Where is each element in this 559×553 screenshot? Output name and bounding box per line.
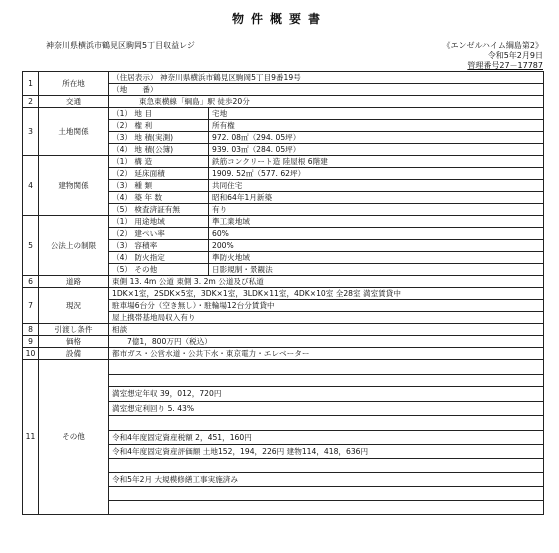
section-label-price: 価格 — [39, 336, 109, 348]
restriction-value: 準防火地域 — [209, 252, 544, 264]
building-key: （2） 延床面積 — [109, 168, 209, 180]
location-address: （住居表示） 神奈川県横浜市鶴見区駒岡5丁目9番19号 — [109, 72, 544, 84]
building-value: 1909. 52㎡（577. 62坪） — [209, 168, 544, 180]
section-label-status: 現況 — [39, 288, 109, 324]
section-label-building: 建物関係 — [39, 156, 109, 216]
building-key: （5） 検査済証有無 — [109, 204, 209, 216]
other-text — [109, 459, 544, 473]
row-building-1 — [23, 156, 544, 168]
restriction-key: （2） 建ぺい率 — [109, 228, 209, 240]
section-label-location: 所在地 — [39, 72, 109, 96]
property-name: 《エンゼルハイム綱島第2》 — [442, 41, 543, 50]
other-text — [109, 487, 544, 501]
other-text: 令和4年度固定資産評価額 土地152，194，226円 建物114，418，636円 — [109, 445, 544, 459]
other-text: 満室想定年収 39，012，720円 — [109, 387, 544, 402]
other-text — [109, 501, 544, 515]
section-label-access: 交通 — [39, 96, 109, 108]
building-value: 昭和64年1月新築 — [209, 192, 544, 204]
land-key: （1） 地 目 — [109, 108, 209, 120]
other-text — [109, 375, 544, 387]
handover-text: 相談 — [109, 324, 544, 336]
section-number: 4 — [23, 156, 39, 216]
section-label-restrictions: 公法上の制限 — [39, 216, 109, 276]
restriction-key: （5） その他 — [109, 264, 209, 276]
restriction-value: 60% — [209, 228, 544, 240]
section-number: 2 — [23, 96, 39, 108]
row-facilities — [23, 348, 544, 360]
building-key: （4） 築 年 数 — [109, 192, 209, 204]
status-text: 屋上携帯基地局収入有り — [109, 312, 544, 324]
management-number: 管理番号27－17787 — [467, 61, 543, 70]
section-label-facilities: 設備 — [39, 348, 109, 360]
land-key: （3） 地 積(実測) — [109, 132, 209, 144]
section-label-road: 道路 — [39, 276, 109, 288]
building-key: （1） 構 造 — [109, 156, 209, 168]
row-price — [23, 336, 544, 348]
address-title: 神奈川県横浜市鶴見区駒岡5丁目収益レジ — [46, 41, 195, 50]
land-value: 所有権 — [209, 120, 544, 132]
access-text: 東急東横線「綱島」駅 徒歩20分 — [109, 96, 544, 108]
building-value: 共同住宅 — [209, 180, 544, 192]
section-label-land: 土地関係 — [39, 108, 109, 156]
restriction-value: 日影規制・景観法 — [209, 264, 544, 276]
section-number: 11 — [23, 360, 39, 515]
section-number: 6 — [23, 276, 39, 288]
row-road — [23, 276, 544, 288]
header-meta — [442, 41, 543, 71]
land-key: （2） 権 利 — [109, 120, 209, 132]
section-label-other: その他 — [39, 360, 109, 515]
restriction-key: （1） 用途地域 — [109, 216, 209, 228]
price-text: 7億1，800万円（税込） — [109, 336, 544, 348]
row-land-1 — [23, 108, 544, 120]
road-text: 東側 13. 4m 公道 東側 3. 2m 公道及び私道 — [109, 276, 544, 288]
row-access — [23, 96, 544, 108]
restriction-value: 200% — [209, 240, 544, 252]
restriction-key: （4） 防火指定 — [109, 252, 209, 264]
other-text — [109, 360, 544, 375]
section-number: 10 — [23, 348, 39, 360]
row-status-1 — [23, 288, 544, 300]
restriction-value: 準工業地域 — [209, 216, 544, 228]
property-summary-table — [22, 71, 544, 515]
land-key: （4） 地 積(公簿) — [109, 144, 209, 156]
row-handover — [23, 324, 544, 336]
row-location-1 — [23, 72, 544, 84]
row-restriction-1 — [23, 216, 544, 228]
other-text: 令和4年度固定資産税額 2，451，160円 — [109, 431, 544, 445]
building-key: （3） 種 類 — [109, 180, 209, 192]
building-value: 鉄筋コンクリート造 陸屋根 6階建 — [209, 156, 544, 168]
other-text — [109, 416, 544, 431]
section-number: 9 — [23, 336, 39, 348]
document-title: 物件概要書 — [231, 12, 327, 26]
section-number: 7 — [23, 288, 39, 324]
section-number: 8 — [23, 324, 39, 336]
other-text: 満室想定利回り 5. 43% — [109, 402, 544, 416]
land-value: 972. 08㎡（294. 05坪） — [209, 132, 544, 144]
land-value: 宅地 — [209, 108, 544, 120]
facilities-text: 都市ガス・公営水道・公共下水・東京電力・エレベーター — [109, 348, 544, 360]
status-text: 駐車場6台分（空き無し）・駐輪場12台分賃貸中 — [109, 300, 544, 312]
section-label-handover: 引渡し条件 — [39, 324, 109, 336]
building-value: 有り — [209, 204, 544, 216]
land-value: 939. 03㎡（284. 05坪） — [209, 144, 544, 156]
section-number: 5 — [23, 216, 39, 276]
other-text: 令和5年2月 大規模修繕工事実施済み — [109, 473, 544, 487]
location-lot: （地 番） — [109, 84, 544, 96]
document-date: 令和5年2月9日 — [487, 51, 543, 60]
status-text: 1DK×1室，2SDK×5室，3DK×1室，3LDK×11室，4DK×10室 全28室 満室賃貸中 — [109, 288, 544, 300]
row-other-1 — [23, 360, 544, 375]
restriction-key: （3） 容積率 — [109, 240, 209, 252]
section-number: 3 — [23, 108, 39, 156]
section-number: 1 — [23, 72, 39, 96]
